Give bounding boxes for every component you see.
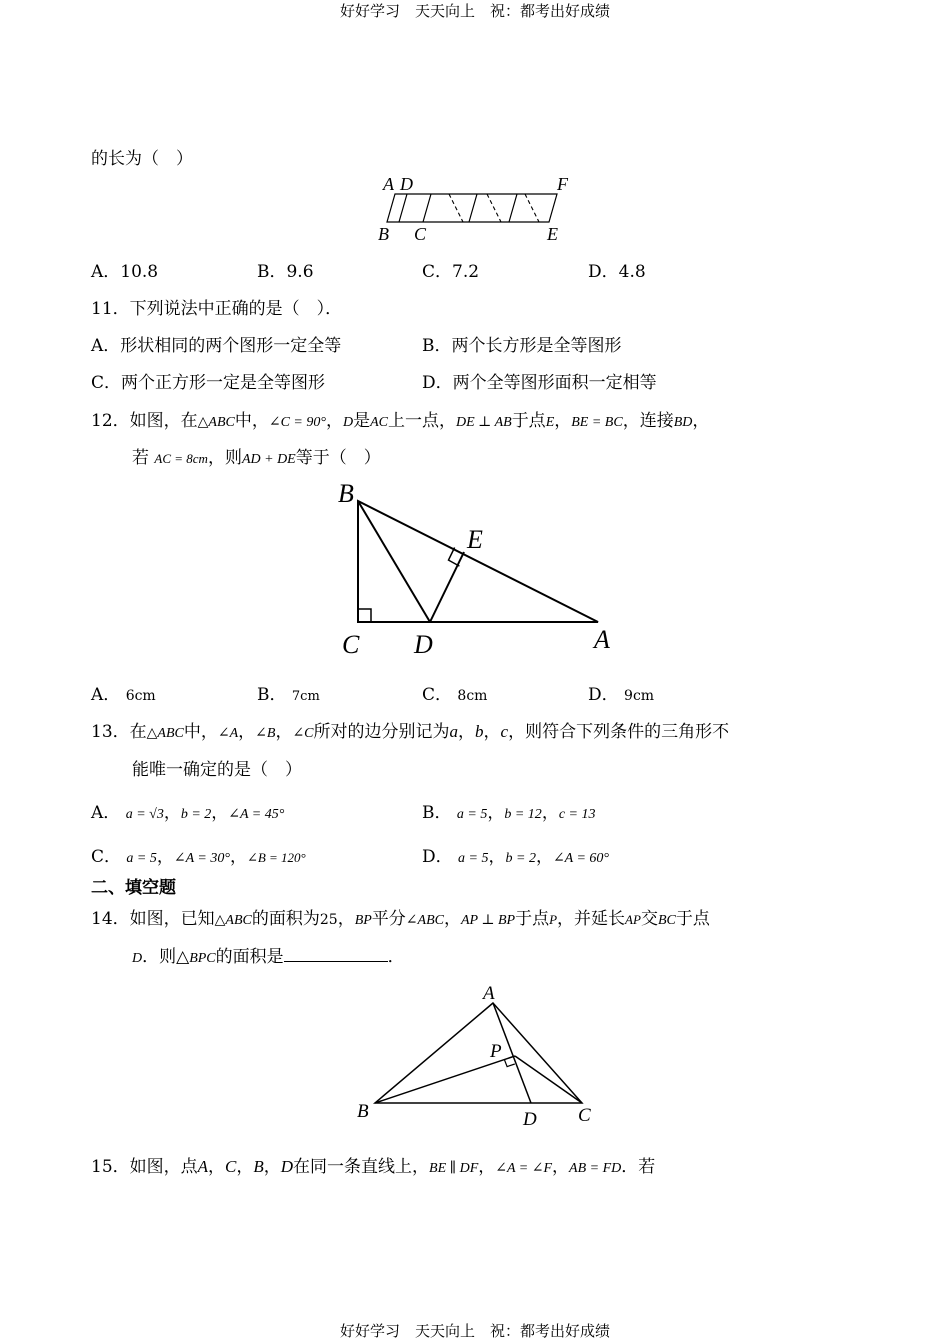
q13-text: ， bbox=[211, 803, 229, 823]
q10-figure bbox=[375, 172, 575, 244]
q13-math: a = 5 bbox=[458, 851, 489, 866]
q14-text: ． bbox=[387, 947, 405, 967]
q12-option-value: 8cm bbox=[457, 688, 488, 704]
q12-text: ，连接 bbox=[622, 411, 674, 431]
q12-text: ， bbox=[325, 411, 343, 431]
q13-text: ， bbox=[458, 722, 476, 742]
q14-math: △ABC bbox=[214, 913, 252, 928]
q14-text: 交 bbox=[640, 909, 658, 929]
q10-option-c: C．7.2 bbox=[422, 262, 480, 282]
q14-math: AP bbox=[625, 912, 641, 927]
q10-label-d: D bbox=[400, 174, 413, 194]
q12-math: △ABC bbox=[197, 415, 235, 430]
q12-option-value: 7cm bbox=[291, 689, 320, 704]
q15-math: D bbox=[280, 1157, 294, 1176]
q12-math: ∠C = 90° bbox=[268, 415, 326, 430]
q14-text: 的面积是 bbox=[215, 947, 284, 967]
q14-stem-line1 bbox=[91, 904, 710, 929]
q12-stem-line1 bbox=[91, 406, 709, 431]
q13-option-c bbox=[91, 842, 306, 867]
q15-text: ， bbox=[208, 1157, 226, 1177]
q12-figure bbox=[330, 478, 630, 663]
q14-segment-bp bbox=[375, 1056, 515, 1103]
q15-text: ， bbox=[552, 1157, 570, 1177]
q13-math: ∠A bbox=[217, 726, 239, 741]
q12-right-angle-c bbox=[358, 609, 371, 622]
q13-math: ∠B = 120° bbox=[246, 850, 306, 865]
q10-label-a: A bbox=[383, 174, 394, 194]
q13-math: a = √3 bbox=[125, 807, 164, 822]
q12-option-letter: C． bbox=[422, 685, 453, 705]
q13-text: 中， bbox=[183, 722, 218, 742]
q11-option-b: B．两个长方形是全等图形 bbox=[422, 336, 622, 356]
page-footer: 好好学习 天天向上 祝：都考出好成绩 bbox=[339, 1322, 610, 1340]
q14-text: 14．如图，已知 bbox=[91, 909, 215, 929]
q12-math: BD bbox=[673, 415, 693, 430]
q15-math: C bbox=[225, 1157, 237, 1176]
q13-math: ∠A = 60° bbox=[552, 851, 610, 866]
q14-math: 25 bbox=[319, 912, 338, 928]
q13-math: ∠A = 30° bbox=[173, 851, 230, 866]
q13-text: ， bbox=[229, 847, 247, 867]
q13-text: ， bbox=[535, 847, 553, 867]
q13-option-a bbox=[91, 798, 284, 823]
q14-math: D bbox=[132, 951, 143, 966]
q14-math: BPC bbox=[189, 951, 216, 966]
q12-math: AC bbox=[370, 415, 388, 430]
q12-math: BE = BC bbox=[571, 415, 623, 430]
q14-label-p: P bbox=[490, 1041, 502, 1062]
q13-text: ， bbox=[163, 803, 181, 823]
q13-stem-line2: 能唯一确定的是（ ） bbox=[132, 760, 302, 780]
q12-text: ，则 bbox=[207, 448, 242, 468]
q13-text: ， bbox=[487, 803, 505, 823]
q14-label-d: D bbox=[523, 1109, 537, 1130]
q11-option-c: C．两个正方形一定是全等图形 bbox=[91, 373, 326, 393]
q14-figure bbox=[350, 980, 610, 1130]
q12-math: E bbox=[545, 415, 555, 430]
q14-label-c: C bbox=[578, 1105, 591, 1126]
q12-option-c bbox=[422, 680, 487, 705]
q13-math: b bbox=[475, 722, 484, 741]
q12-option-d bbox=[588, 680, 654, 705]
q12-option-value: 9cm bbox=[624, 688, 655, 704]
q14-math: ∠ABC bbox=[405, 913, 444, 928]
q11-option-a: A．形状相同的两个图形一定全等 bbox=[91, 336, 342, 356]
q14-text: 于点 bbox=[675, 909, 710, 929]
page-header: 好好学习 天天向上 祝：都考出好成绩 bbox=[339, 2, 610, 20]
q11-stem: 11．下列说法中正确的是（ ）． bbox=[91, 299, 343, 319]
q15-math: B bbox=[253, 1157, 264, 1176]
q15-text: 15．如图，点 bbox=[91, 1157, 198, 1177]
q15-text: ， bbox=[236, 1157, 254, 1177]
q15-text: 在同一条直线上， bbox=[293, 1157, 430, 1177]
q15-math: AB = FD bbox=[569, 1161, 622, 1176]
q10-fold-1 bbox=[423, 194, 431, 222]
q10-label-e: E bbox=[547, 224, 558, 244]
q11-option-d: D．两个全等图形面积一定相等 bbox=[422, 373, 657, 393]
q14-text: ．则△ bbox=[142, 947, 190, 967]
q13-option-letter: B． bbox=[422, 803, 452, 823]
q12-label-a: A bbox=[594, 625, 610, 654]
q12-math: DE ⊥ AB bbox=[456, 415, 512, 430]
q12-text: 若 bbox=[132, 448, 149, 468]
q14-math: AP ⊥ BP bbox=[460, 913, 516, 928]
q10-option-b: B．9.6 bbox=[257, 262, 314, 282]
q13-math: b = 2 bbox=[505, 851, 536, 866]
q10-label-b: B bbox=[378, 224, 389, 244]
q12-text: 是 bbox=[353, 411, 371, 431]
q13-math: c bbox=[500, 722, 509, 741]
q13-text: ，则符合下列条件的三角形不 bbox=[508, 722, 730, 742]
q14-text: 的面积为 bbox=[251, 909, 320, 929]
q13-text: ， bbox=[156, 847, 174, 867]
q15-text: ， bbox=[478, 1157, 496, 1177]
q12-math: AC = 8cm bbox=[154, 451, 208, 466]
q12-stem-line2 bbox=[132, 443, 381, 468]
q15-math: BE ∥ DF bbox=[429, 1161, 479, 1176]
q14-answer-blank[interactable] bbox=[284, 945, 388, 962]
q14-stem-line2 bbox=[132, 942, 405, 967]
q12-text: ， bbox=[692, 411, 710, 431]
q13-text: 13．在 bbox=[91, 722, 147, 742]
q13-math: ∠A = 45° bbox=[228, 807, 285, 822]
q10-option-a: A．10.8 bbox=[91, 262, 159, 282]
q13-math: a = 5 bbox=[126, 851, 157, 866]
q13-math: a bbox=[449, 722, 459, 741]
q10-dash-2 bbox=[487, 194, 501, 222]
section-heading-fill-in: 二、填空题 bbox=[91, 878, 176, 898]
q12-text: 上一点， bbox=[388, 411, 456, 431]
q15-text: ．若 bbox=[621, 1157, 656, 1177]
q12-option-b bbox=[257, 680, 320, 705]
q13-math: c = 13 bbox=[558, 807, 596, 822]
q13-option-d bbox=[422, 842, 609, 867]
q10-dash-3 bbox=[525, 194, 539, 222]
q10-option-d: D．4.8 bbox=[588, 262, 646, 282]
q13-stem-line1 bbox=[91, 717, 729, 742]
q10-label-f: F bbox=[557, 174, 568, 194]
q12-label-d: D bbox=[414, 630, 433, 659]
q13-text: ， bbox=[483, 722, 501, 742]
q14-text: ， bbox=[337, 909, 355, 929]
q14-segment-pc bbox=[515, 1056, 582, 1103]
q13-math: b = 12 bbox=[504, 807, 542, 822]
q12-option-value: 6cm bbox=[125, 688, 156, 704]
q12-option-letter: D． bbox=[588, 685, 619, 705]
q12-text: 等于（ ） bbox=[295, 448, 381, 468]
q14-math: P bbox=[549, 912, 558, 927]
q14-text: 于点 bbox=[515, 909, 550, 929]
q12-label-c: C bbox=[342, 630, 360, 659]
q10-segment-dc bbox=[399, 194, 407, 222]
q13-text: ， bbox=[275, 722, 293, 742]
q12-segment-de bbox=[430, 552, 464, 622]
q14-math: BP bbox=[354, 913, 372, 928]
q12-text: 于点 bbox=[511, 411, 546, 431]
q14-triangle-abc bbox=[375, 1003, 582, 1103]
q14-label-a: A bbox=[483, 983, 495, 1004]
q13-math: ∠C bbox=[292, 726, 314, 741]
q15-text: ， bbox=[263, 1157, 281, 1177]
q12-text: 中， bbox=[234, 411, 269, 431]
q13-math: ∠B bbox=[255, 726, 276, 741]
q13-option-letter: C． bbox=[91, 847, 122, 867]
q14-label-b: B bbox=[357, 1101, 369, 1122]
q14-right-angle-p bbox=[504, 1060, 514, 1067]
q13-math: a = 5 bbox=[456, 807, 488, 822]
q15-math: A bbox=[197, 1157, 209, 1176]
q14-text: ，并延长 bbox=[557, 909, 626, 929]
q14-math: BC bbox=[657, 913, 676, 928]
q13-text: ， bbox=[488, 847, 506, 867]
q13-math: △ABC bbox=[146, 726, 184, 741]
q13-option-letter: D． bbox=[422, 847, 453, 867]
q12-text: 12．如图，在 bbox=[91, 411, 198, 431]
q13-text: ， bbox=[541, 803, 559, 823]
q12-option-a bbox=[91, 680, 156, 705]
q15-math: ∠A = ∠F bbox=[495, 1161, 553, 1176]
q12-math: AD + DE bbox=[241, 452, 296, 467]
q13-math: b = 2 bbox=[180, 807, 212, 822]
q12-text: ， bbox=[554, 411, 572, 431]
q13-option-b bbox=[422, 798, 595, 823]
q12-option-letter: B． bbox=[257, 685, 287, 705]
q13-text: ， bbox=[238, 722, 256, 742]
q13-text: 所对的边分别记为 bbox=[313, 722, 450, 742]
q12-label-e: E bbox=[467, 525, 483, 554]
q14-text: 平分 bbox=[371, 909, 406, 929]
q10-dash-1 bbox=[449, 194, 463, 222]
q12-label-b: B bbox=[338, 479, 354, 508]
q12-math: D bbox=[342, 415, 354, 430]
q12-option-letter: A． bbox=[91, 685, 121, 705]
q15-stem bbox=[91, 1152, 655, 1177]
q10-fold-3 bbox=[509, 194, 517, 222]
q14-text: ， bbox=[443, 909, 461, 929]
q13-option-letter: A． bbox=[91, 803, 121, 823]
q10-fold-2 bbox=[469, 194, 477, 222]
q10-label-c: C bbox=[414, 224, 427, 244]
q10-tail: 的长为（ ） bbox=[91, 149, 193, 169]
